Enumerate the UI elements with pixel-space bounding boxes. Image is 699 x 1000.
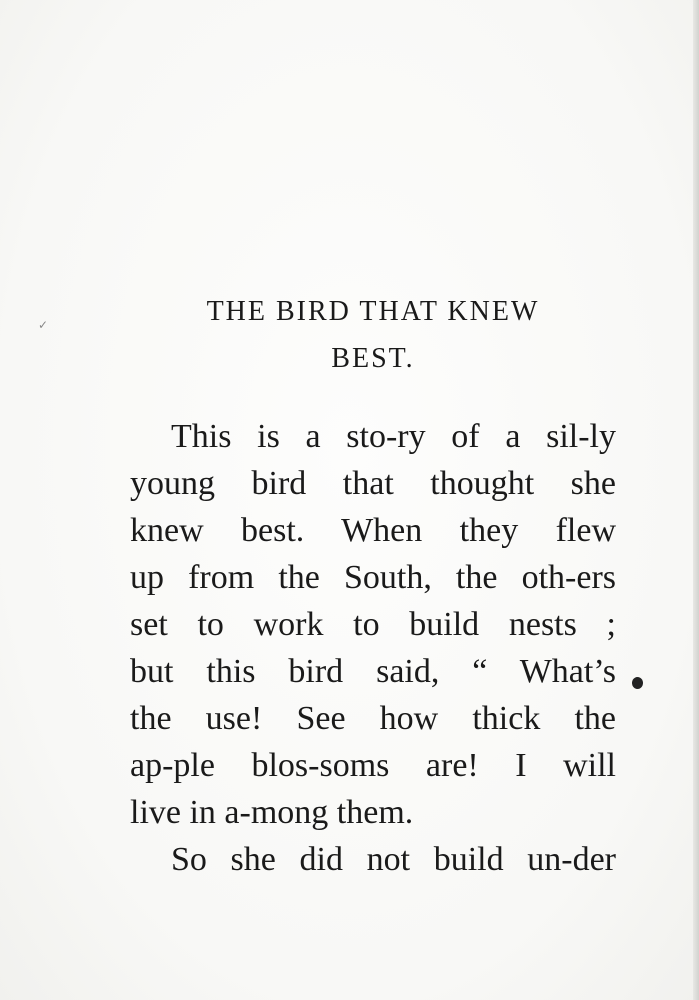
chapter-title-line-2: BEST.	[331, 343, 415, 374]
text-line: This is a sto-ry of a sil-ly	[171, 418, 616, 455]
text-line: set to work to build nests ;	[130, 606, 616, 643]
text-line: ap-ple blos-soms are! I will	[130, 747, 616, 784]
text-line: live in a-mong them.	[130, 794, 414, 831]
text-line: but this bird said, “ What’s	[130, 653, 616, 690]
page-edge	[693, 0, 699, 1000]
text-line: knew best. When they flew	[130, 512, 616, 549]
ink-blot	[632, 677, 643, 689]
chapter-title-line-1: THE BIRD THAT KNEW	[206, 296, 540, 327]
stray-mark: ✓	[38, 318, 49, 332]
text-line: young bird that thought she	[130, 465, 616, 502]
text-line: the use! See how thick the	[130, 700, 616, 737]
text-line: up from the South, the oth-ers	[130, 559, 616, 596]
text-line: So she did not build un-der	[171, 841, 616, 878]
